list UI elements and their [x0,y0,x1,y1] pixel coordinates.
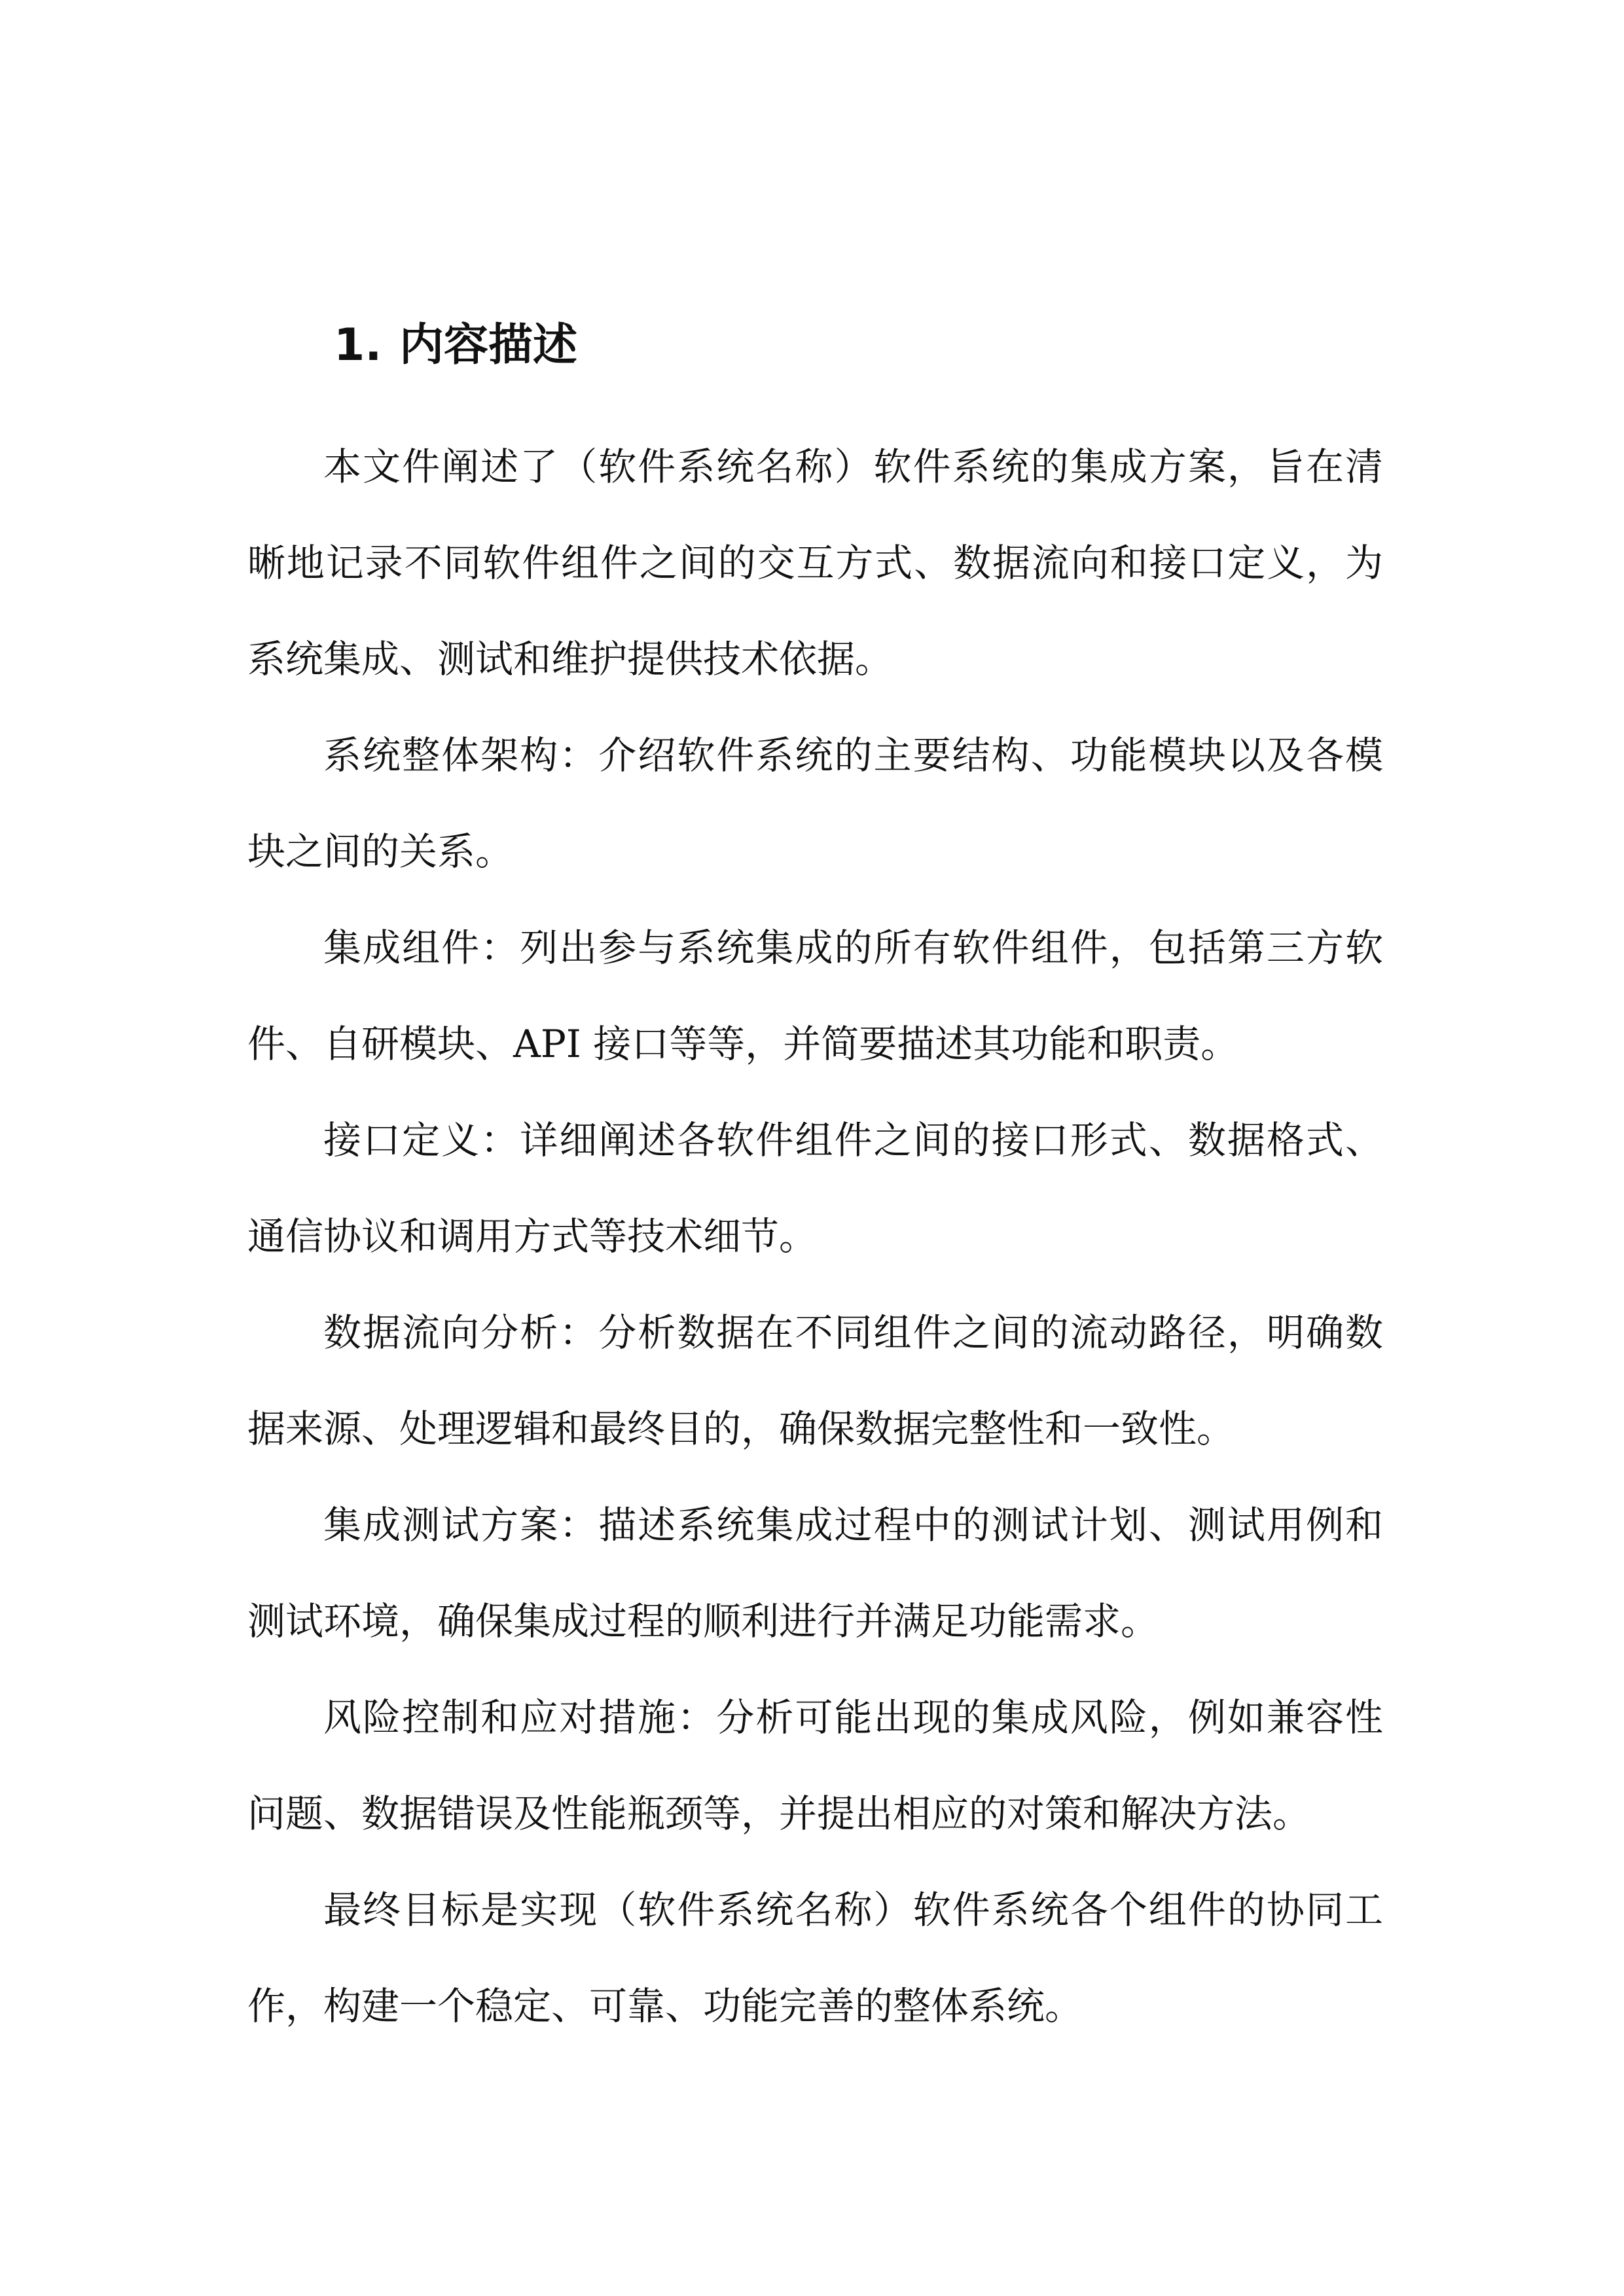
paragraph-architecture: 系统整体架构：介绍软件系统的主要结构、功能模块以及各模块之间的关系。 [247,733,1383,874]
paragraph-interfaces: 接口定义：详细阐述各软件组件之间的接口形式、数据格式、通信协议和调用方式等技术细节。 [247,1118,1383,1259]
paragraph-testing: 集成测试方案：描述系统集成过程中的测试计划、测试用例和测试环境，确保集成过程的顺利进行并满足功能需求。 [247,1503,1383,1643]
section-number: 1. [334,319,382,371]
paragraph-data-flow: 数据流向分析：分析数据在不同组件之间的流动路径，明确数据来源、处理逻辑和最终目的，确保数据完整性和一致性。 [247,1310,1383,1451]
section-title: 内容描述 [399,319,578,371]
paragraph-components: 集成组件：列出参与系统集成的所有软件组件，包括第三方软件、自研模块、API 接口等等，并简要描述其功能和职责。 [247,925,1383,1066]
body-text [247,419,1383,2054]
paragraph-risk: 风险控制和应对措施：分析可能出现的集成风险，例如兼容性问题、数据错误及性能瓶颈等，并提出相应的对策和解决方法。 [247,1695,1383,1836]
section-heading [334,313,577,378]
paragraph-intro: 本文件阐述了（软件系统名称）软件系统的集成方案，旨在清晰地记录不同软件组件之间的交互方式、数据流向和接口定义，为系统集成、测试和维护提供技术依据。 [247,444,1383,681]
paragraph-goal: 最终目标是实现（软件系统名称）软件系统各个组件的协同工作，构建一个稳定、可靠、功能完善的整体系统。 [247,1888,1383,2028]
